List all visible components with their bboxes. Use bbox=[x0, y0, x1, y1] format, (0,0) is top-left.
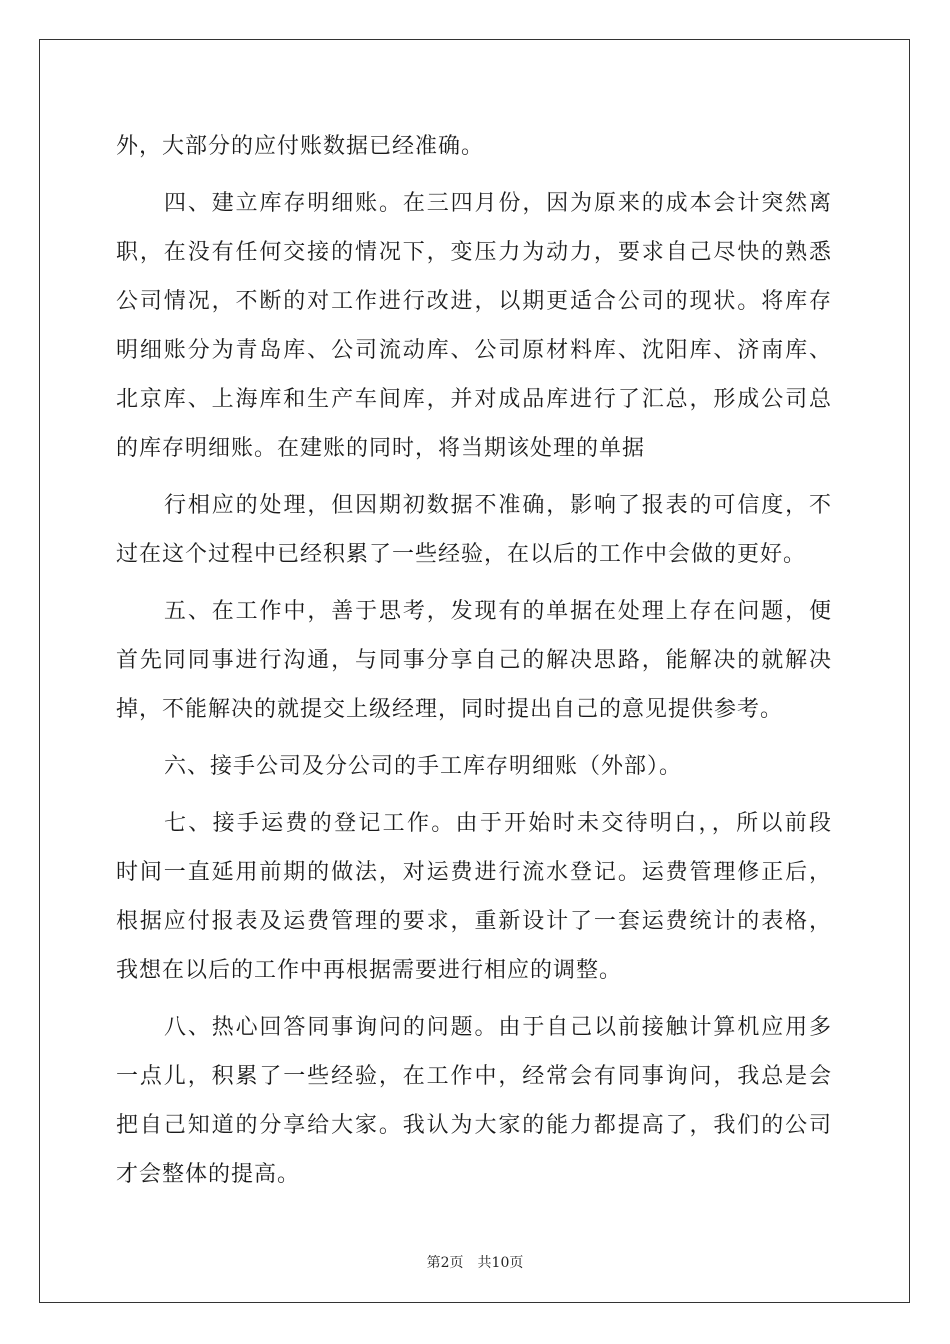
text-line: 才会整体的提高。 bbox=[116, 1162, 301, 1187]
text-line: 首先同同事进行沟通，与同事分享自己的解决思路，能解决的就解决 bbox=[116, 648, 832, 673]
page-number-footer: 第2页 共10页 bbox=[426, 1255, 524, 1271]
paragraph-spacer bbox=[116, 579, 832, 587]
text-line: 过在这个过程中已经积累了一些经验，在以后的工作中会做的更好。 bbox=[116, 542, 807, 567]
text-line: 我想在以后的工作中再根据需要进行相应的调整。 bbox=[116, 958, 623, 983]
paragraph-spacer bbox=[116, 473, 832, 481]
text-line: 五、在工作中，善于思考，发现有的单据在处理上存在问题，便 bbox=[164, 599, 832, 624]
text-line: 根据应付报表及运费管理的要求，重新设计了一套运费统计的表格， bbox=[116, 909, 832, 934]
text-line: 六、接手公司及分公司的手工库存明细账（外部）。 bbox=[164, 754, 683, 779]
text-line: 的库存明细账。在建账的同时，将当期该处理的单据 bbox=[116, 436, 646, 461]
paragraph bbox=[116, 481, 832, 579]
paragraph bbox=[116, 1003, 832, 1199]
text-line: 四、建立库存明细账。在三四月份，因为原来的成本会计突然离 bbox=[164, 191, 832, 216]
paragraph bbox=[116, 122, 832, 171]
text-line: 掉，不能解决的就提交上级经理，同时提出自己的意见提供参考。 bbox=[116, 697, 784, 722]
paragraph bbox=[116, 799, 832, 995]
text-line: 外，大部分的应付账数据已经准确。 bbox=[116, 134, 485, 159]
text-line: 时间一直延用前期的做法，对运费进行流水登记。运费管理修正后， bbox=[116, 860, 832, 885]
paragraph bbox=[116, 742, 832, 791]
paragraph-spacer bbox=[116, 791, 832, 799]
text-line: 公司情况，不断的对工作进行改进，以期更适合公司的现状。将库存 bbox=[116, 289, 832, 314]
document-body bbox=[116, 122, 832, 1199]
paragraph-spacer bbox=[116, 171, 832, 179]
paragraph bbox=[116, 587, 832, 734]
text-line: 明细账分为青岛库、公司流动库、公司原材料库、沈阳库、济南库、 bbox=[116, 338, 832, 363]
text-line: 行相应的处理，但因期初数据不准确，影响了报表的可信度，不 bbox=[164, 493, 832, 518]
paragraph-spacer bbox=[116, 995, 832, 1003]
text-line: 一点儿，积累了一些经验，在工作中，经常会有同事询问，我总是会 bbox=[116, 1064, 832, 1089]
text-line: 七、接手运费的登记工作。由于开始时未交待明白，，所以前段 bbox=[164, 811, 832, 836]
paragraph-spacer bbox=[116, 734, 832, 742]
text-line: 职，在没有任何交接的情况下，变压力为动力，要求自己尽快的熟悉 bbox=[116, 240, 832, 265]
text-line: 八、热心回答同事询问的问题。由于自己以前接触计算机应用多 bbox=[164, 1015, 832, 1040]
text-line: 北京库、上海库和生产车间库，并对成品库进行了汇总，形成公司总 bbox=[116, 387, 832, 412]
paragraph bbox=[116, 179, 832, 473]
text-line: 把自己知道的分享给大家。我认为大家的能力都提高了，我们的公司 bbox=[116, 1113, 832, 1138]
